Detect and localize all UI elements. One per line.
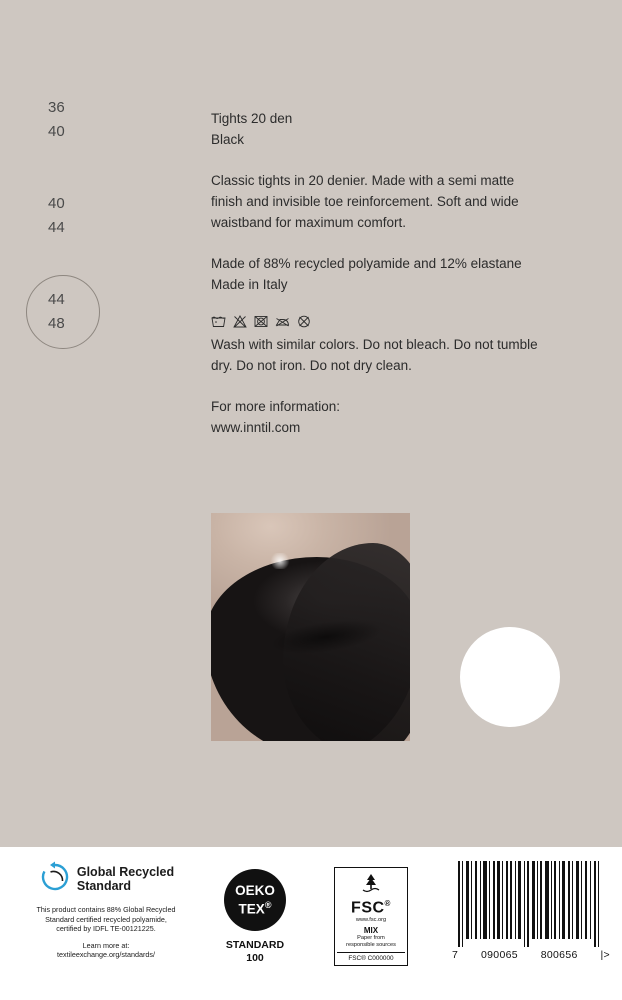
size-bottom-value: 48 bbox=[48, 315, 65, 332]
barcode-block bbox=[452, 861, 610, 961]
fsc-block bbox=[334, 867, 408, 966]
do-not-bleach-icon bbox=[233, 315, 247, 328]
grs-logo bbox=[12, 861, 200, 898]
description-line-1: Classic tights in 20 denier. Made with a semi matte bbox=[211, 173, 515, 188]
product-photo bbox=[211, 513, 410, 741]
oeko-line-2-wrap bbox=[239, 898, 272, 917]
product-composition: Made of 88% recycled polyamide and 12% elastane bbox=[211, 256, 522, 271]
oeko-sub-line-2: 100 bbox=[246, 952, 264, 964]
grs-title-line-2: Standard bbox=[76, 878, 132, 893]
grs-body-line-1: This product contains 88% Global Recycled bbox=[36, 905, 176, 914]
care-instructions bbox=[211, 334, 571, 376]
more-info-label: For more information: bbox=[211, 399, 341, 414]
fsc-source-line-2: responsible sources bbox=[346, 942, 396, 949]
fsc-license-code: FSC® C000000 bbox=[337, 952, 405, 962]
barcode-left-digit: 7 bbox=[452, 949, 459, 961]
grs-title bbox=[77, 866, 174, 893]
fsc-mix-label: MIX bbox=[363, 926, 379, 936]
recycle-arrows-icon bbox=[38, 861, 72, 898]
fsc-website: www.fsc.org bbox=[355, 917, 387, 924]
fsc-source-text bbox=[337, 935, 405, 949]
oeko-sub-line-1: STANDARD bbox=[225, 939, 285, 951]
product-color: Black bbox=[211, 132, 245, 147]
product-composition-block bbox=[211, 253, 571, 295]
barcode-bars bbox=[452, 861, 610, 947]
do-not-tumble-dry-icon bbox=[254, 315, 268, 328]
barcode-right-symbol: |> bbox=[600, 949, 610, 961]
product-origin: Made in Italy bbox=[211, 277, 288, 292]
grs-learn-label: Learn more at: bbox=[82, 940, 130, 950]
size-option-1 bbox=[26, 96, 106, 144]
oeko-registered-mark: ® bbox=[264, 900, 272, 911]
grs-learn-url[interactable]: textileexchange.org/standards/ bbox=[57, 950, 155, 960]
do-not-iron-icon bbox=[275, 315, 290, 328]
description-line-2: finish and invisible toe reinforcement. Soft and wide bbox=[211, 194, 519, 209]
description-line-3: waistband for maximum comfort. bbox=[211, 215, 407, 230]
certification-footer bbox=[0, 847, 622, 1000]
oeko-line-2: TEX bbox=[238, 901, 265, 917]
product-information bbox=[211, 108, 571, 458]
fsc-source-line-1: Paper from bbox=[357, 935, 385, 942]
product-description bbox=[211, 170, 571, 233]
care-line-1: Wash with similar colors. Do not bleach. Do not tumble bbox=[211, 337, 538, 352]
barcode-numbers bbox=[452, 949, 610, 961]
care-symbols bbox=[211, 315, 571, 328]
size-bottom-value: 40 bbox=[48, 123, 65, 140]
white-circle-decoration bbox=[460, 627, 560, 727]
product-name: Tights 20 den bbox=[211, 111, 293, 126]
photo-highlight bbox=[269, 553, 291, 569]
more-information-block bbox=[211, 396, 571, 438]
global-recycled-standard-block bbox=[12, 861, 200, 960]
fsc-mark-text: FSC bbox=[351, 899, 385, 917]
barcode-group-2: 800656 bbox=[540, 949, 578, 961]
product-title-block bbox=[211, 108, 571, 150]
size-top-value: 40 bbox=[48, 195, 65, 212]
grs-body-line-3: certified by IDFL TE-00121225. bbox=[56, 924, 156, 934]
grs-body-line-2: Standard certified recycled polyamide, bbox=[45, 914, 167, 924]
size-bottom-value: 44 bbox=[48, 219, 65, 236]
size-option-2 bbox=[26, 192, 106, 240]
oeko-tex-badge bbox=[224, 869, 286, 931]
hand-wash-icon bbox=[211, 315, 226, 328]
selected-size-circle bbox=[26, 275, 100, 349]
grs-learn-more bbox=[12, 941, 200, 960]
barcode-group-1: 090065 bbox=[481, 949, 518, 961]
care-line-2: dry. Do not iron. Do not dry clean. bbox=[211, 358, 412, 373]
oeko-tex-block bbox=[216, 869, 294, 965]
grs-title-line-1: Global Recycled bbox=[76, 865, 175, 879]
size-top-value: 44 bbox=[48, 291, 65, 308]
grs-body-text bbox=[12, 905, 200, 934]
website-url[interactable]: www.inntil.com bbox=[211, 420, 301, 435]
fsc-mark bbox=[337, 895, 405, 916]
size-option-3-selected bbox=[26, 288, 106, 336]
size-top-value: 36 bbox=[48, 99, 65, 116]
oeko-line-1: OEKO bbox=[235, 883, 275, 899]
oeko-standard-label bbox=[216, 939, 294, 965]
do-not-dry-clean-icon bbox=[297, 315, 311, 328]
fsc-registered-mark: ® bbox=[384, 899, 391, 908]
fsc-tree-icon bbox=[337, 872, 405, 894]
size-column bbox=[26, 96, 106, 336]
